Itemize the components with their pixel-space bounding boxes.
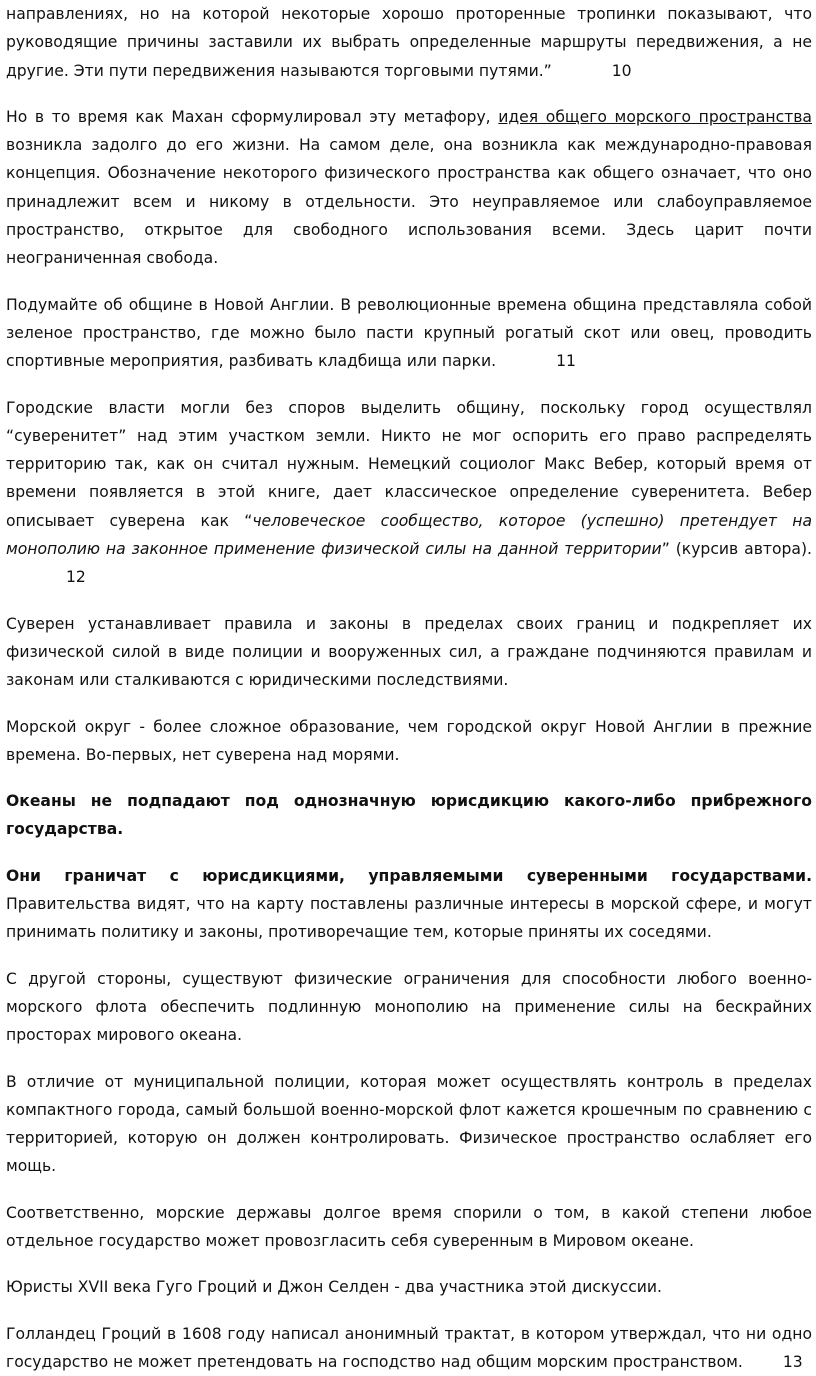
footnote-marker: 13 — [782, 1352, 803, 1371]
bold-text: Океаны не подпадают под однозначную юрисдикцию какого-либо прибрежного государства. — [6, 792, 812, 839]
paragraph-text: возникла задолго до его жизни. На самом деле, она возникла как международно-правовая концепция. Обозначение некоторого физического пространства как общего означает, что оно принадлежит всем и никому в отдельности. Это неуправляемое или слабоуправляемое пространство, открытое для свободного использования всеми. Здесь царит почти неограниченная свобода. — [6, 136, 812, 268]
paragraph-text: Суверен устанавливает правила и законы в пределах своих границ и подкрепляет их физической силой в виде полиции и вооруженных сил, а граждане подчиняются правилам и законам или сталкиваются с юридическими последствиями. — [6, 614, 812, 690]
underlined-phrase: идея общего морского пространства — [498, 107, 812, 126]
paragraph-text: Подумайте об общине в Новой Англии. В революционные времена община представляла собой зеленое пространство, где можно было пасти крупный рогатый скот или овец, проводить спортивные мероприятия, разбивать кладбища или парки. — [6, 295, 812, 371]
paragraph-sovereignty — [6, 394, 812, 592]
paragraph-text: Голландец Гроций в 1608 году написал анонимный трактат, в котором утверждал, что ни одно государство не может претендовать на господство над общим морским пространством. — [6, 1324, 812, 1371]
paragraph-text: С другой стороны, существуют физические ограничения для способности любого военно-морского флота обеспечить подлинную монополию на применение силы на бескрайних просторах мирового океана. — [6, 969, 812, 1045]
paragraph-jurists — [6, 1273, 812, 1301]
footnote-marker: 10 — [611, 61, 632, 80]
paragraph-text: ” (курсив автора). — [661, 540, 813, 559]
paragraph-text: Правительства видят, что на карту поставлены различные интересы в морской сфере, и могут принимать политику и законы, противоречащие тем, которые приняты их соседями. — [6, 895, 812, 942]
paragraph-maritime-powers — [6, 1199, 812, 1256]
paragraph-municipal-police — [6, 1068, 812, 1181]
paragraph-text: Юристы XVII века Гуго Гроций и Джон Селден - два участника этой дискуссии. — [6, 1278, 662, 1297]
footnote-marker: 11 — [556, 352, 576, 371]
paragraph-text: Городские власти могли без споров выделить общину, поскольку город осуществлял “суверенитет” над этим участком земли. Никто не мог оспорить его право распределять территорию так, как он считал нужным. Немецкий социолог Макс Вебер, который время от времени появляется в этой книге, дает классическое определение суверенитета. Вебер описывает суверена как “ — [6, 398, 812, 530]
paragraph-text: В отличие от муниципальной полиции, которая может осуществлять контроль в пределах компактного города, самый большой военно-морской флот кажется крошечным по сравнению с территорией, которую он должен контролировать. Физическое пространство ослабляет его мощь. — [6, 1072, 812, 1176]
paragraph-maritime-district — [6, 713, 812, 770]
bold-text: Они граничат с юрисдикциями, управляемыми суверенными государствами. — [6, 866, 812, 885]
paragraph-new-england-common — [6, 291, 812, 376]
paragraph-physical-limits — [6, 965, 812, 1050]
paragraph-text: Но в то время как Махан сформулировал эту метафору, — [6, 107, 499, 126]
paragraph-trade-routes — [6, 0, 812, 85]
paragraph-oceans-jurisdiction — [6, 787, 812, 844]
paragraph-text: направлениях, но на которой некоторые хорошо проторенные тропинки показывают, что руководящие причины заставили их выбрать определенные маршруты передвижения, а не другие. Эти пути передвижения называются торговыми путями.” — [6, 5, 812, 80]
paragraph-sovereign-rules — [6, 610, 812, 695]
paragraph-border-jurisdictions — [6, 862, 812, 947]
footnote-marker: 12 — [66, 568, 86, 587]
paragraph-commons-idea — [6, 103, 812, 273]
paragraph-grotius — [6, 1320, 812, 1376]
italic-quote: человеческое сообщество, которое (успешно) претендует на монополию на законное применение физической силы на данной территории — [6, 511, 812, 559]
paragraph-text: Морской округ - более сложное образование, чем городской округ Новой Англии в прежние времена. Во-первых, нет суверена над морями. — [6, 717, 812, 764]
paragraph-text: Соответственно, морские державы долгое время спорили о том, в какой степени любое отдельное государство может провозгласить себя суверенным в Мировом океане. — [6, 1203, 812, 1250]
